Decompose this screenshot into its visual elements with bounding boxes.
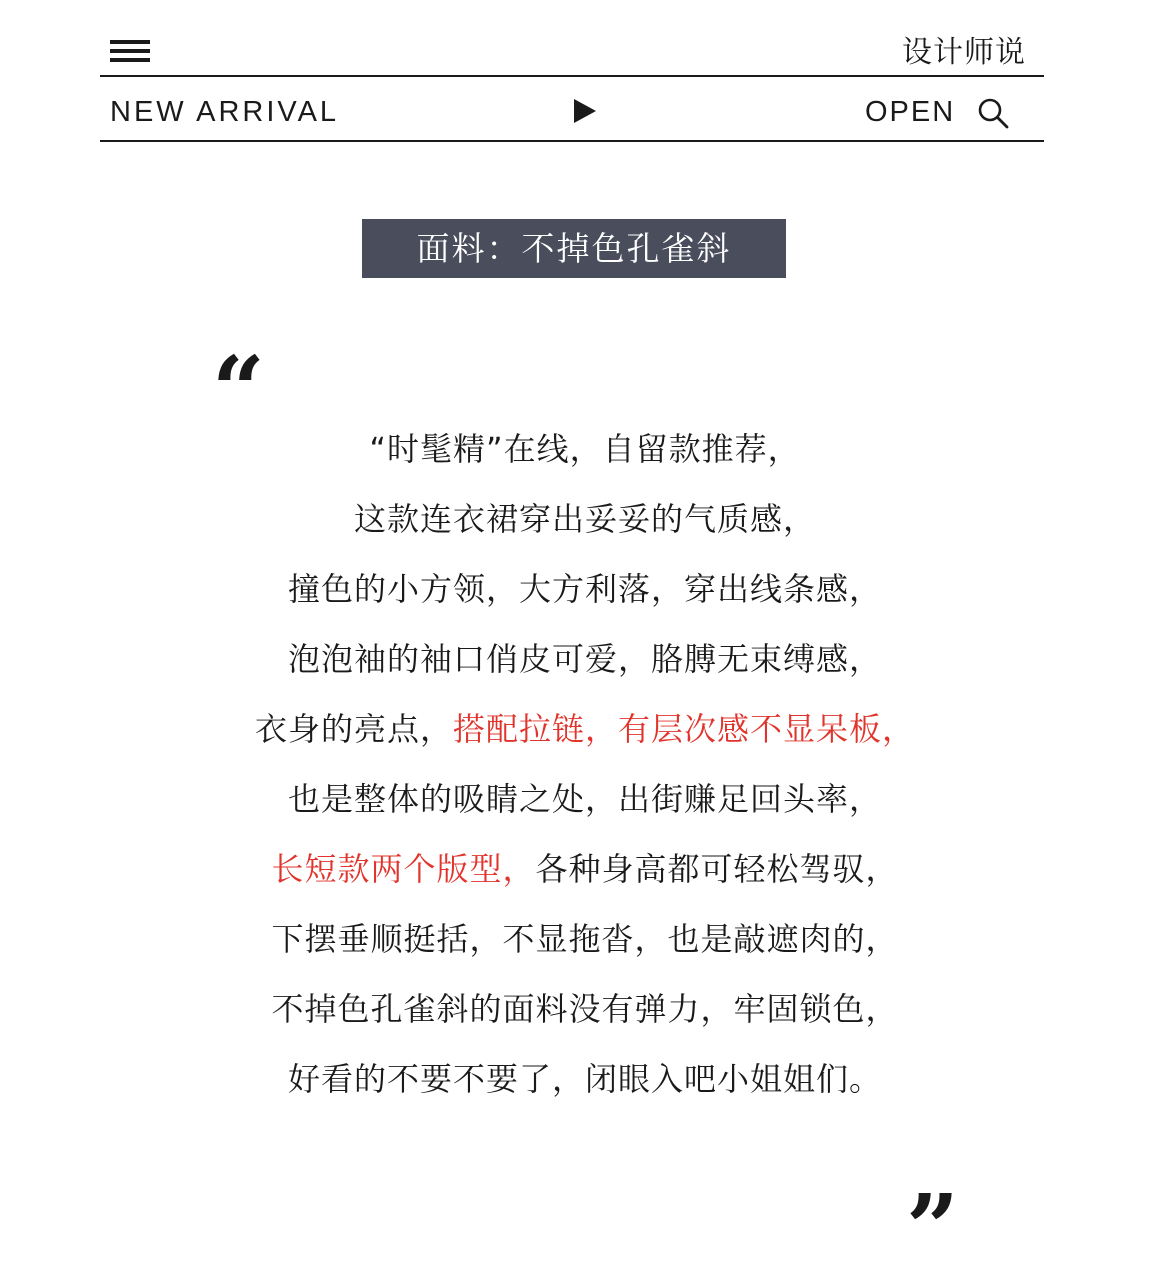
line-text: 好看的不要不要了，闭眼入吧小姐姐们。 <box>287 1060 882 1098</box>
line-text: 不掉色孔雀斜的面料没有弹力，牢固锁色， <box>271 990 899 1028</box>
line-text: 也是整体的吸睛之处，出街赚足回头率， <box>287 780 882 818</box>
description-line <box>160 1044 1010 1114</box>
line-text: “时髦精”在线，自留款推荐， <box>369 430 801 468</box>
open-link[interactable]: OPEN <box>865 96 956 128</box>
highlight-text: 长短款两个版型， <box>271 850 536 888</box>
close-quote-icon: ” <box>906 1174 959 1282</box>
fabric-tag: 面料：不掉色孔雀斜 <box>362 219 786 278</box>
description-text <box>160 414 1010 1114</box>
description-line <box>160 554 1010 624</box>
description-line <box>160 834 1010 904</box>
menu-bar <box>110 40 150 44</box>
menu-bar <box>110 58 150 62</box>
new-arrival-link[interactable]: NEW ARRIVAL <box>110 96 340 128</box>
line-text: 泡泡袖的袖口俏皮可爱，胳膊无束缚感， <box>287 640 882 678</box>
header-divider-bottom <box>100 140 1044 142</box>
description-line <box>160 764 1010 834</box>
description-line <box>160 904 1010 974</box>
line-text: 这款连衣裙穿出妥妥的气质感， <box>353 500 816 538</box>
section-title: 设计师说 <box>902 35 1026 70</box>
line-text: 撞色的小方领，大方利落，穿出线条感， <box>287 570 882 608</box>
description-line <box>160 414 1010 484</box>
header-divider-top <box>100 75 1044 77</box>
line-text: 下摆垂顺挺括，不显拖沓，也是敲遮肉的， <box>271 920 899 958</box>
search-icon[interactable] <box>976 96 1010 130</box>
menu-bar <box>110 49 150 53</box>
hamburger-menu-icon[interactable] <box>110 40 150 62</box>
line-text: 衣身的亮点， <box>254 710 453 748</box>
description-line <box>160 974 1010 1044</box>
description-line <box>160 624 1010 694</box>
highlight-text: 搭配拉链，有层次感不显呆板， <box>453 710 916 748</box>
open-quote-icon: “ <box>212 336 265 444</box>
description-line <box>160 484 1010 554</box>
line-text: 各种身高都可轻松驾驭， <box>535 850 899 888</box>
play-icon[interactable] <box>574 99 596 123</box>
description-line <box>160 694 1010 764</box>
